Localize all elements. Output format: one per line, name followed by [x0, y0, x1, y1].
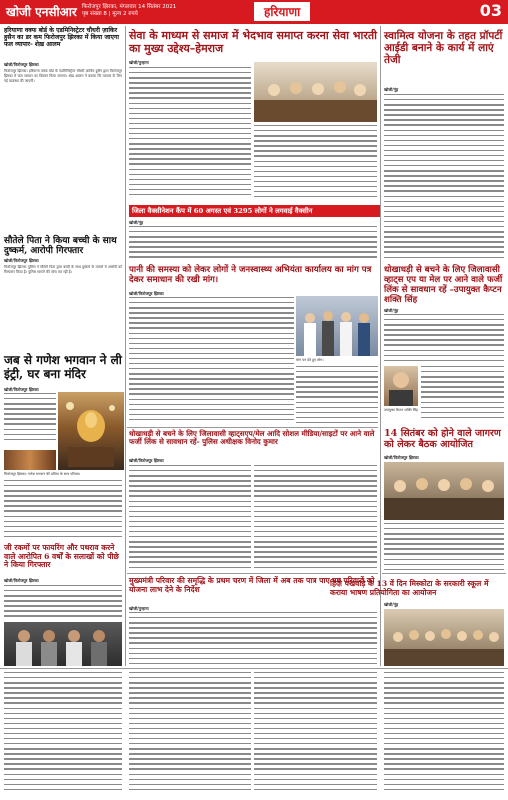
byline-firing: खोजी/फिरोजपुर झिरका: [4, 578, 39, 583]
seva-event-image: [254, 62, 377, 122]
dateline: [82, 4, 202, 17]
section-rule: [127, 427, 378, 428]
byline-temple: खोजी/फिरोजपुर झिरका: [4, 387, 39, 392]
dateline-info: पृष्ठ संख्या 8 | मूल्य 2 रुपये: [82, 11, 138, 17]
byline-seva: खोजी/पुन्हाना: [129, 60, 149, 65]
headline-scheme: स्वामित्व योजना के तहत प्रॉपर्टी आईडी बनाने के कार्य में लाएं तेजी: [384, 30, 503, 67]
ganesh-idol-image: [58, 392, 124, 470]
water-photo: [296, 296, 378, 356]
article-body-bottom-center-2: [254, 672, 377, 796]
article-body-seva: [129, 67, 251, 202]
article-body-police: [129, 465, 251, 570]
byline-fraud: खोजी/नूंह: [384, 308, 399, 313]
article-body-temple-2: [4, 480, 122, 540]
students-image: [384, 609, 504, 666]
column-divider: [380, 26, 381, 666]
portrait-image: [384, 366, 418, 406]
brand-name: खोजी एनसीआर: [6, 4, 77, 19]
arrested-men-image: [4, 622, 122, 666]
headline-temple: जब से गणेश भगवान ने ली इंट्री, घर बना मंदिर: [4, 353, 122, 381]
byline-scheme: खोजी/नूंह: [384, 87, 399, 92]
article-body-fraud-2: [421, 366, 504, 422]
article-body-fraud: [384, 314, 504, 364]
byline-waqf: खोजी/फिरोजपुर झिरका: [4, 62, 39, 67]
firing-photo: [4, 622, 122, 666]
masthead-rule: [0, 22, 508, 24]
byline-vaccine: खोजी/नूंह: [129, 220, 144, 225]
page-number: 03: [479, 1, 502, 20]
article-body-scheme: [384, 94, 504, 264]
headline-water: पानी की समस्या को लेकर लोगों ने जनस्वास्थ्य अभियंता कार्यालय का मांग पत्र देकर समाधान की रखी मांग।: [129, 265, 372, 285]
dateline-date: फिरोजपुर झिरका, मंगलवार 14 सितंबर 2021: [82, 4, 177, 11]
caption-water: मांग पत्र देते हुए लोग।: [296, 358, 324, 362]
article-body-firing: [4, 585, 122, 620]
headline-school: हिंदी पखवाड़े के 13 वें दिन मिस्कोटा के सरकारी स्कूल में कराया भाषण प्रतियोगिता का आयोजन: [330, 579, 489, 597]
byline-police: खोजी/फिरोजपुर झिरका: [129, 458, 164, 463]
article-body-yojna: [129, 612, 377, 666]
article-body-water: [129, 297, 294, 425]
headline-fraud: धोखाधड़ी से बचने के लिए जिलावासी व्हाट्स एप या मेल पर आने वाले फर्जी लिंक से सावधान रहें –उपायुक्त कैप्टन शक्ति सिंह: [384, 265, 503, 305]
masthead: [0, 0, 508, 22]
headline-seva: सेवा के माध्यम से समाज में भेदभाव समाप्त करना सेवा भारती का मुख्य उद्देश्य–हेमराज: [129, 29, 377, 55]
headline-stepfather: सौतेले पिता ने किया बच्ची के साथ दुष्कर्म, आरोपी गिरफ्तार: [4, 236, 117, 257]
section-label: हरियाणा: [254, 2, 310, 21]
caption-temple: फिरोजपुर झिरका: गणेश भगवान की प्रतिमा के साथ परिवार।: [4, 472, 81, 476]
article-body-bottom-right: [384, 672, 504, 796]
headline-jagran: 14 सितंबर को होने वाले जागरण को लेकर बैठक आयोजित: [384, 428, 501, 451]
section-rule: [382, 573, 506, 574]
article-body-jagran: [384, 523, 504, 571]
headline-yojna: मुख्यमंत्री परिवार की समृद्धि के प्रथम चरण में जिला में अब तक पात्र पाए गए परिवारों को योजना लाभ देने के निर्देश: [129, 576, 375, 594]
byline-water: खोजी/फिरोजपुर झिरका: [129, 291, 164, 296]
headline-firing: जी रकमों पर फायरिंग और पथराव करने वाले आरोपित 6 वर्षों के सलाखों को पीछे ने किया गिरफ्तार: [4, 543, 119, 570]
article-body-waqf: फिरोजपुर झिरका। हरियाणा वक्फ बोर्ड के एडमिनिस्ट्रेटर चौधरी ज़ाकिर हुसैन द्वारा फिरोजपुर झिरका में फल व्यापार का विस्तार किया जाएगा। शेख़ आलम ने बताया कि व्यापार के लिए नई व्यवस्था की जाएगी।: [4, 69, 122, 84]
article-body-police-2: [254, 465, 377, 570]
article-body-water-2: [296, 366, 378, 426]
jagran-photo: [384, 462, 504, 520]
column-divider: [125, 26, 126, 666]
byline-school: खोजी/नूंह: [384, 602, 399, 607]
caption-fraud: उपायुक्त कैप्टन शक्ति सिंह: [384, 408, 418, 412]
article-body-stepfather: फिरोजपुर झिरका पुलिस ने सौतेले पिता द्वारा बच्ची के साथ दुष्कर्म के मामले में आरोपी को गिरफ्तार किया है। पुलिस मामले की जांच कर रही है।: [4, 265, 122, 275]
article-body-bottom-left: [4, 672, 122, 796]
section-rule: [0, 668, 508, 669]
school-photo: [384, 609, 504, 666]
article-body-temple: [4, 393, 56, 448]
seva-photo: [254, 62, 377, 122]
temple-photo: [58, 392, 124, 470]
temple-crowd-photo: [4, 450, 56, 470]
meeting-image: [384, 462, 504, 520]
headline-police: धोखाधड़ी से बचने के लिए जिलावासी व्हाट्सएप/मेल आदि सोशल मीडिया/साइटों पर आने वाले फर्जी लिंक से सावधान रहें- पुलिस अधीक्षक विनोद कुमार: [129, 429, 375, 447]
vaccine-banner: जिला वैक्सीनेशन कैंप में 60 अगस्त एवं 3295 लोगों ने लगवाई वैक्सीन: [129, 205, 380, 217]
headline-waqf: हरियाणा वक्फ बोर्ड के एडमिनिस्ट्रेटर चौधरी ज़ाकिर हुसैन का डर कम फिरोजपुर झिरका में किया जाएगा फल व्यापार- शेख़ आलम: [4, 27, 120, 49]
article-body-vaccine: [129, 226, 377, 260]
byline-yojna: खोजी/पुन्हाना: [129, 606, 149, 611]
article-body-bottom-center: [129, 672, 251, 796]
byline-stepfather: खोजी/फिरोजपुर झिरका: [4, 258, 39, 263]
dc-portrait: [384, 366, 418, 406]
protest-group-image: [296, 296, 378, 356]
byline-jagran: खोजी/फिरोजपुर झिरका: [384, 455, 419, 460]
section-rule: [127, 573, 378, 574]
article-body-seva-2: [254, 125, 377, 202]
